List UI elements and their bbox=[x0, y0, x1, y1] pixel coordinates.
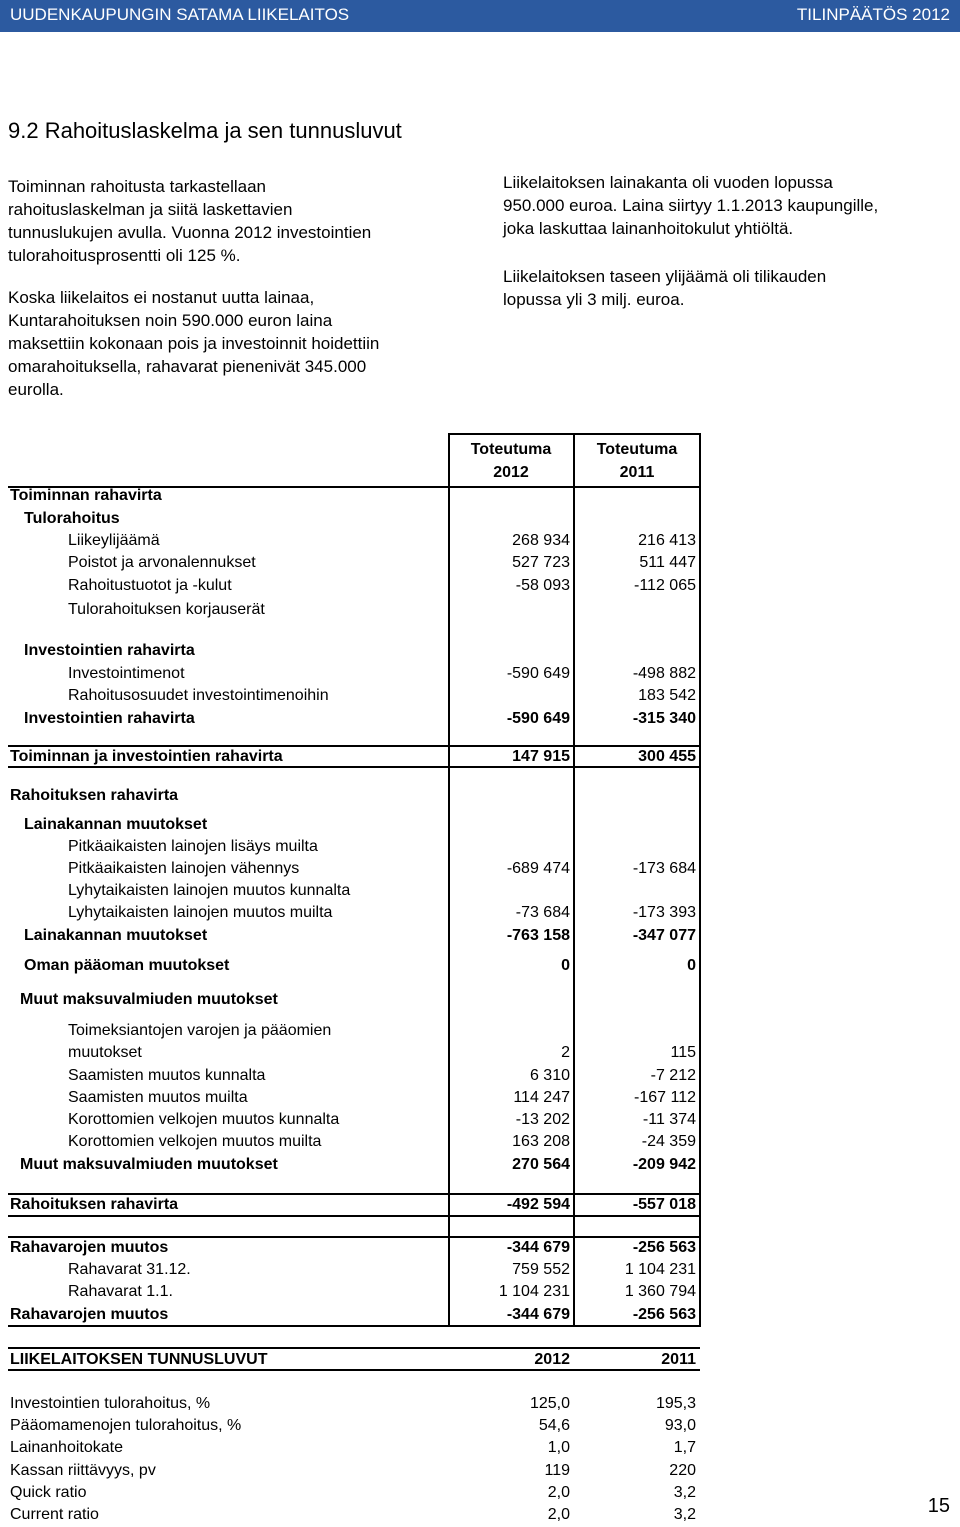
row-label: Rahavarojen muutos bbox=[10, 1239, 169, 1256]
row-label: Lainakannan muutokset bbox=[24, 927, 208, 944]
report-title: TILINPÄÄTÖS 2012 bbox=[796, 5, 950, 24]
value-2012: -492 594 bbox=[506, 1196, 570, 1213]
kpi-label: Pääomamenojen tulorahoitus, % bbox=[10, 1417, 242, 1434]
row-label: Saamisten muutos kunnalta bbox=[68, 1067, 266, 1084]
row-label: Rahoitusosuudet investointimenoihin bbox=[68, 687, 329, 704]
value-2011: -315 340 bbox=[632, 710, 696, 727]
value-2011: 216 413 bbox=[638, 532, 696, 549]
row-label: Lyhytaikaisten lainojen muutos muilta bbox=[68, 904, 333, 921]
row-label: Investointien rahavirta bbox=[24, 710, 195, 727]
value-2012: 6 310 bbox=[529, 1067, 570, 1084]
kpi-title: LIIKELAITOKSEN TUNNUSLUVUT bbox=[10, 1351, 268, 1368]
value-2012: -58 093 bbox=[515, 577, 570, 594]
value-2011: 0 bbox=[687, 957, 696, 974]
value-2011: -173 684 bbox=[632, 860, 696, 877]
value-2011: -173 393 bbox=[632, 904, 696, 921]
value-2012: 268 934 bbox=[512, 532, 570, 549]
kpi-label: Quick ratio bbox=[10, 1484, 87, 1501]
kpi-value-2011: 3,2 bbox=[673, 1484, 696, 1501]
kpi-column-2011: 2011 bbox=[661, 1351, 696, 1368]
value-2012: -763 158 bbox=[506, 927, 570, 944]
row-label: Toimeksiantojen varojen ja pääomien bbox=[68, 1022, 332, 1039]
organization-name: UUDENKAUPUNGIN SATAMA LIIKELAITOS bbox=[10, 5, 350, 24]
value-2012: 163 208 bbox=[512, 1133, 570, 1150]
value-2012: -344 679 bbox=[506, 1239, 570, 1256]
kpi-label: Current ratio bbox=[10, 1506, 99, 1523]
column-header-2012-title: Toteutuma bbox=[470, 441, 552, 458]
kpi-label: Kassan riittävyys, pv bbox=[10, 1462, 156, 1479]
column-header-2011-year: 2011 bbox=[619, 464, 655, 481]
value-2011: 115 bbox=[670, 1044, 696, 1061]
value-2011: -256 563 bbox=[632, 1306, 696, 1323]
row-label: Toiminnan rahavirta bbox=[10, 487, 162, 504]
row-label: Oman pääoman muutokset bbox=[24, 957, 230, 974]
kpi-value-2012: 54,6 bbox=[538, 1417, 570, 1434]
kpi-label: Lainanhoitokate bbox=[10, 1439, 123, 1456]
row-label: Investointien rahavirta bbox=[24, 642, 195, 659]
value-2012: 114 247 bbox=[513, 1089, 570, 1106]
value-2012: -73 684 bbox=[515, 904, 570, 921]
kpi-label: Investointien tulorahoitus, % bbox=[10, 1395, 211, 1412]
row-label: Rahavarat 1.1. bbox=[68, 1283, 173, 1300]
loan-stock-paragraph: Liikelaitoksen lainakanta oli vuoden lopussa 950.000 euroa. Laina siirtyy 1.1.2013 kaupungille, joka laskuttaa lainanhoitokulut yhtiöltä. bbox=[503, 173, 879, 238]
value-2012: 759 552 bbox=[512, 1261, 570, 1278]
value-2012: 0 bbox=[561, 957, 570, 974]
value-2011: -167 112 bbox=[634, 1089, 696, 1106]
row-label: Rahoitustuotot ja -kulut bbox=[68, 577, 232, 594]
row-label: Rahoituksen rahavirta bbox=[10, 1196, 179, 1213]
value-2011: 1 104 231 bbox=[624, 1261, 696, 1278]
row-label: Korottomien velkojen muutos kunnalta bbox=[68, 1111, 340, 1128]
row-label: Korottomien velkojen muutos muilta bbox=[68, 1133, 322, 1150]
surplus-paragraph: Liikelaitoksen taseen ylijäämä oli tilikauden lopussa yli 3 milj. euroa. bbox=[503, 267, 827, 309]
row-label: Lainakannan muutokset bbox=[24, 816, 208, 833]
row-label: Rahoituksen rahavirta bbox=[10, 787, 179, 804]
value-2011: -112 065 bbox=[634, 577, 696, 594]
loan-paragraph: Koska liikelaitos ei nostanut uutta lainaa, Kuntarahoituksen noin 590.000 euron laina maksettiin kokonaan pois ja investoinnit hoidettiin omarahoituksella, rahavarat pienenivät 345.000 eurolla. bbox=[8, 288, 380, 399]
row-label: Rahavarojen muutos bbox=[10, 1306, 169, 1323]
kpi-value-2011: 1,7 bbox=[673, 1439, 696, 1456]
row-label: Pitkäaikaisten lainojen vähennys bbox=[68, 860, 300, 877]
value-2011: 183 542 bbox=[638, 687, 696, 704]
kpi-value-2012: 125,0 bbox=[529, 1395, 570, 1412]
page-number: 15 bbox=[927, 1495, 950, 1517]
kpi-value-2012: 2,0 bbox=[547, 1484, 570, 1501]
kpi-value-2011: 220 bbox=[669, 1462, 696, 1479]
value-2011: 300 455 bbox=[638, 748, 696, 765]
intro-paragraph: Toiminnan rahoitusta tarkastellaan rahoituslaskelman ja siitä laskettavien tunnuslukujen avulla. Vuonna 2012 investointien tulorahoitusprosentti oli 125 %. bbox=[8, 177, 372, 265]
value-2011: -498 882 bbox=[632, 665, 696, 682]
value-2012: -590 649 bbox=[506, 665, 570, 682]
row-label: Toiminnan ja investointien rahavirta bbox=[10, 748, 283, 765]
row-label: Saamisten muutos muilta bbox=[68, 1089, 248, 1106]
value-2012: -344 679 bbox=[506, 1306, 570, 1323]
row-label: Lyhytaikaisten lainojen muutos kunnalta bbox=[68, 882, 351, 899]
value-2011: -347 077 bbox=[632, 927, 696, 944]
value-2012: 2 bbox=[561, 1044, 570, 1061]
row-label: Tulorahoituksen korjauserät bbox=[68, 601, 265, 618]
kpi-value-2011: 3,2 bbox=[673, 1506, 696, 1523]
value-2011: 511 447 bbox=[639, 554, 696, 571]
kpi-value-2012: 2,0 bbox=[547, 1506, 570, 1523]
row-label: Pitkäaikaisten lainojen lisäys muilta bbox=[68, 838, 318, 855]
value-2011: -557 018 bbox=[632, 1196, 696, 1213]
kpi-column-2012: 2012 bbox=[534, 1351, 570, 1368]
row-label: Muut maksuvalmiuden muutokset bbox=[20, 991, 278, 1008]
row-label: Liikeylijäämä bbox=[68, 532, 160, 549]
value-2011: -209 942 bbox=[632, 1156, 696, 1173]
document-header bbox=[0, 0, 960, 32]
row-label: Investointimenot bbox=[68, 665, 185, 682]
value-2011: -256 563 bbox=[632, 1239, 696, 1256]
value-2011: -11 374 bbox=[642, 1111, 696, 1128]
row-label: Rahavarat 31.12. bbox=[68, 1261, 191, 1278]
value-2012: -590 649 bbox=[506, 710, 570, 727]
kpi-value-2012: 1,0 bbox=[547, 1439, 570, 1456]
kpi-value-2012: 119 bbox=[544, 1462, 570, 1479]
value-2011: 1 360 794 bbox=[624, 1283, 696, 1300]
value-2011: -24 359 bbox=[641, 1133, 696, 1150]
value-2012: 147 915 bbox=[512, 748, 570, 765]
column-header-2012-year: 2012 bbox=[493, 464, 529, 481]
value-2012: 527 723 bbox=[512, 554, 570, 571]
section-title: 9.2 Rahoituslaskelma ja sen tunnusluvut bbox=[8, 118, 402, 143]
kpi-value-2011: 195,3 bbox=[655, 1395, 696, 1412]
value-2012: -13 202 bbox=[515, 1111, 570, 1128]
column-header-2011-title: Toteutuma bbox=[596, 441, 678, 458]
kpi-value-2011: 93,0 bbox=[664, 1417, 696, 1434]
row-label: muutokset bbox=[68, 1044, 142, 1061]
value-2012: -689 474 bbox=[506, 860, 570, 877]
value-2012: 270 564 bbox=[512, 1156, 570, 1173]
row-label: Poistot ja arvonalennukset bbox=[68, 554, 256, 571]
value-2011: -7 212 bbox=[650, 1067, 696, 1084]
row-label: Muut maksuvalmiuden muutokset bbox=[20, 1156, 278, 1173]
value-2012: 1 104 231 bbox=[498, 1283, 570, 1300]
row-label: Tulorahoitus bbox=[24, 510, 120, 527]
